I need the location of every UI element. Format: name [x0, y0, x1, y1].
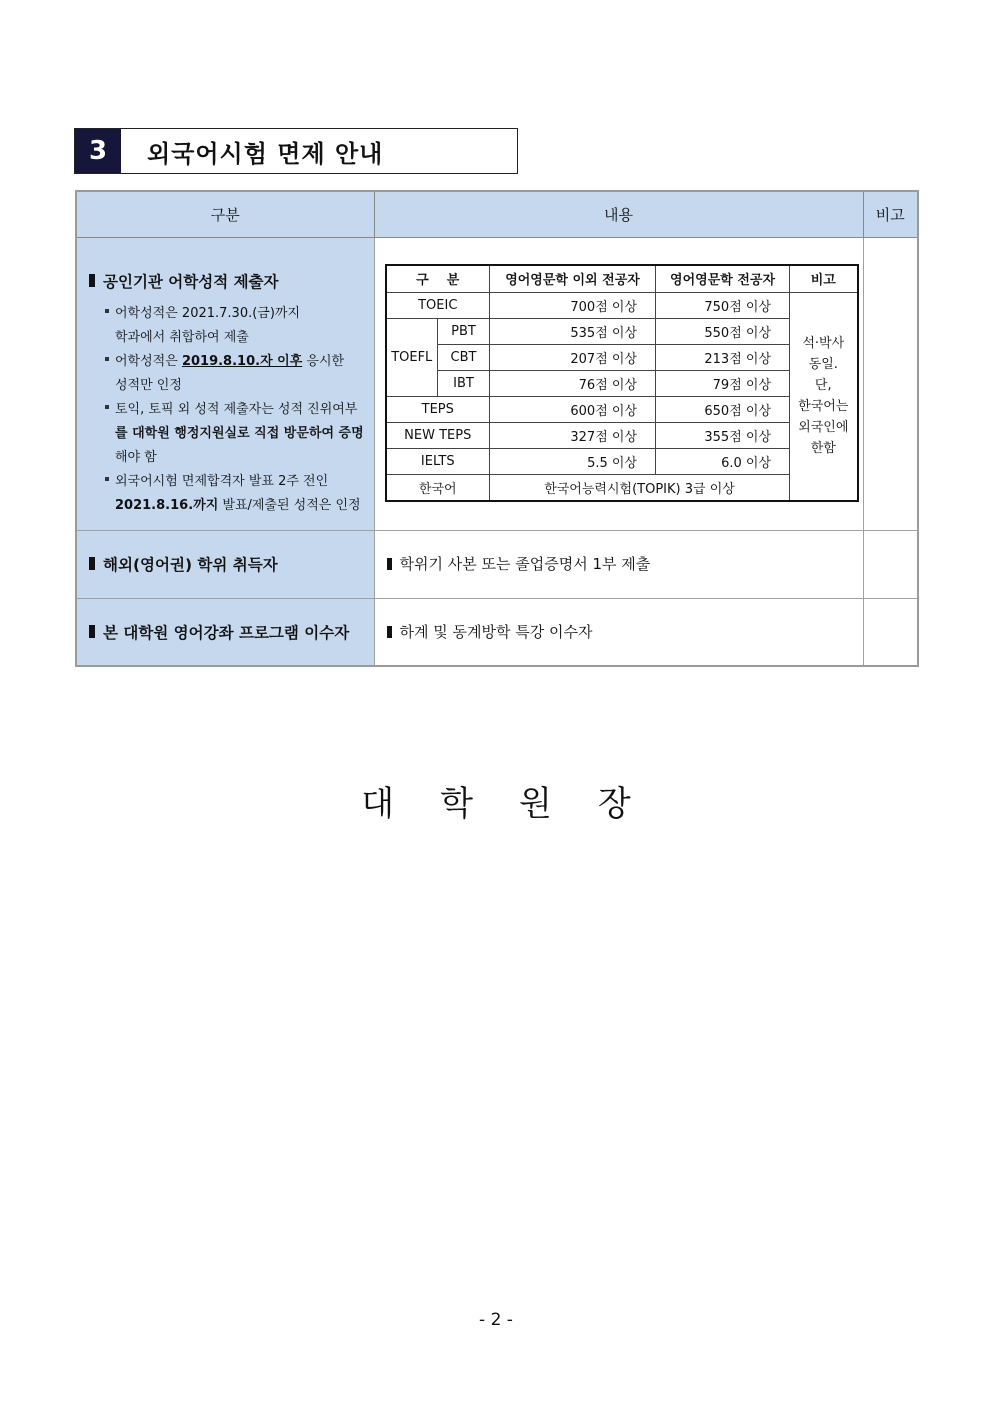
square-bullet-icon: [89, 557, 95, 570]
section-title: 외국어시험 면제 안내: [147, 139, 384, 168]
square-bullet-icon: [387, 626, 392, 638]
header-remarks: 비고: [863, 191, 918, 237]
table-row: NEW TEPS 327점 이상 355점 이상: [386, 423, 858, 449]
score-note: 석·박사 동일. 단, 한국어는 외국인에 한함: [790, 293, 858, 501]
list-item: 어학성적은 2021.7.30.(금)까지 학과에서 취합하여 제출: [89, 302, 366, 350]
table-row: [76, 237, 918, 530]
exemption-table: [75, 190, 919, 667]
dot-bullet-icon: [105, 405, 109, 409]
english-program-label: 본 대학원 영어강좌 프로그램 이수자: [77, 599, 374, 665]
official-score-heading: 공인기관 어학성적 제출자: [89, 270, 366, 292]
section-number: 3: [75, 129, 121, 173]
overseas-degree-content: 학위기 사본 또는 졸업증명서 1부 제출: [375, 531, 863, 597]
table-row: 한국어 한국어능력시험(TOPIK) 3급 이상: [386, 475, 858, 501]
table-row: [76, 530, 918, 598]
table-row: TOEIC 700점 이상 750점 이상 석·박사 동일. 단, 한국어는 외국인에 한함: [386, 293, 858, 319]
table-row: IBT 76점 이상 79점 이상: [386, 371, 858, 397]
header-category: 구분: [76, 191, 374, 237]
list-item: 외국어시험 면제합격자 발표 2주 전인 2021.8.16.까지 발표/제출된 성적은 인정: [89, 470, 366, 518]
score-header-english: 영어영문학 전공자: [656, 265, 790, 293]
dot-bullet-icon: [105, 309, 109, 313]
dot-bullet-icon: [105, 477, 109, 481]
score-table-cell: [374, 237, 863, 530]
table-row: IELTS 5.5 이상 6.0 이상: [386, 449, 858, 475]
official-score-cell: [76, 237, 374, 530]
dot-bullet-icon: [105, 357, 109, 361]
header-content: 내용: [374, 191, 863, 237]
table-row: CBT 207점 이상 213점 이상: [386, 345, 858, 371]
score-header-category: 구 분: [386, 265, 490, 293]
score-table: [385, 264, 859, 502]
section-header: [74, 128, 518, 174]
signature: 대학원장: [361, 784, 677, 824]
overseas-degree-label: 해외(영어권) 학위 취득자: [77, 531, 374, 597]
list-item: 어학성적은 2019.8.10.자 이후 응시한 성적만 인정: [89, 350, 366, 398]
square-bullet-icon: [89, 274, 95, 287]
score-header-note: 비고: [790, 265, 858, 293]
table-row: TOEFL PBT 535점 이상 550점 이상: [386, 319, 858, 345]
square-bullet-icon: [89, 625, 95, 638]
page-number: - 2 -: [479, 1310, 513, 1330]
square-bullet-icon: [387, 558, 392, 570]
english-program-content: 하계 및 동계방학 특강 이수자: [375, 599, 863, 665]
table-row: [76, 598, 918, 666]
score-header-other: 영어영문학 이외 전공자: [490, 265, 656, 293]
table-row: TEPS 600점 이상 650점 이상: [386, 397, 858, 423]
remarks-cell: [863, 237, 918, 530]
list-item: 토익, 토픽 외 성적 제출자는 성적 진위여부 를 대학원 행정지원실로 직접 방문하여 증명 해야 함: [89, 398, 366, 470]
